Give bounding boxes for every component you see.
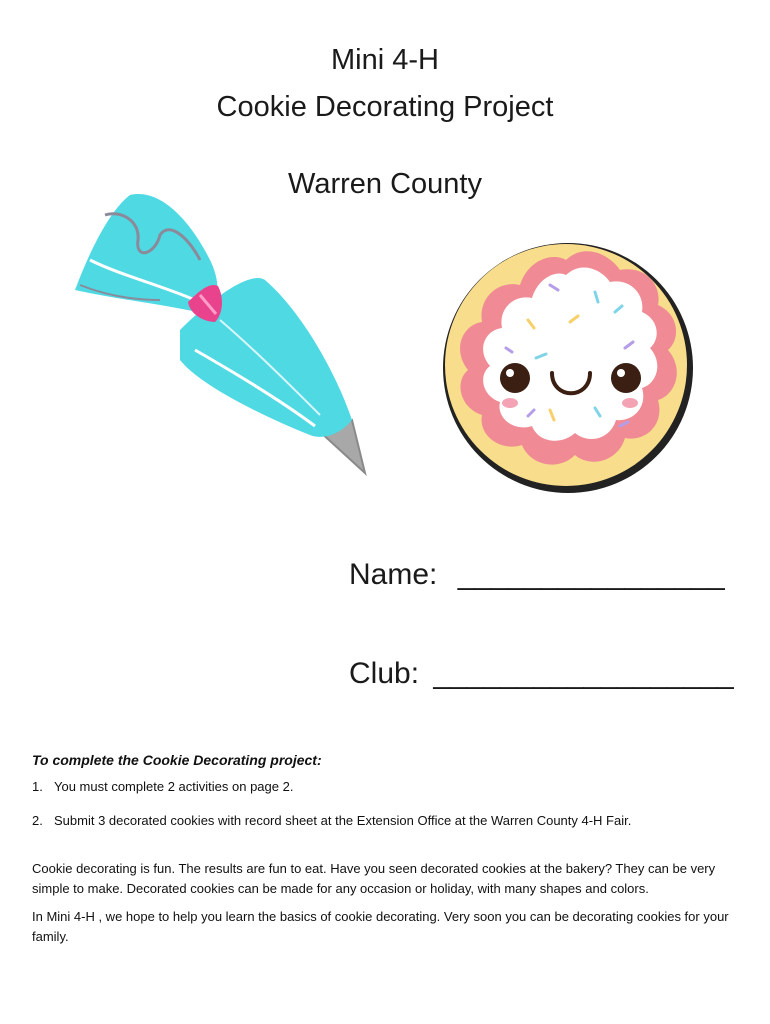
name-line[interactable]: ________________ <box>457 558 725 591</box>
cookie-icon <box>440 230 700 500</box>
step-text: You must complete 2 activities on page 2. <box>54 779 294 794</box>
intro-paragraph: Cookie decorating is fun. The results are fun to eat. Have you seen decorated cookies at the bakery? They can be very simple to make. Decorated cookies can be made for any occasion or holiday, with many shapes and colors. <box>32 861 716 896</box>
step-number: 2. <box>32 813 43 828</box>
club-field[interactable] <box>349 657 734 691</box>
instructions-steps <box>32 777 742 831</box>
club-label: Club: <box>349 657 420 690</box>
instructions-section <box>32 750 742 955</box>
title-line-3: Warren County <box>288 168 482 200</box>
piping-bag-icon <box>60 190 380 490</box>
name-label: Name: <box>349 558 438 591</box>
title-line-1: Mini 4-H <box>331 44 439 76</box>
step-text: Submit 3 decorated cookies with record sheet at the Extension Office at the Warren County 4-H Fair. <box>54 813 632 828</box>
step-number: 1. <box>32 779 43 794</box>
list-item <box>32 777 742 797</box>
mini-4h-paragraph: In Mini 4-H , we hope to help you learn the basics of cookie decorating. Very soon you can be decorating cookies for your family. <box>32 909 729 944</box>
name-field[interactable] <box>349 558 725 592</box>
title-line-2: Cookie Decorating Project <box>216 91 554 123</box>
club-line[interactable]: __________________ <box>433 657 734 690</box>
list-item <box>32 811 742 831</box>
instructions-heading: To complete the Cookie Decorating project: <box>32 752 322 768</box>
